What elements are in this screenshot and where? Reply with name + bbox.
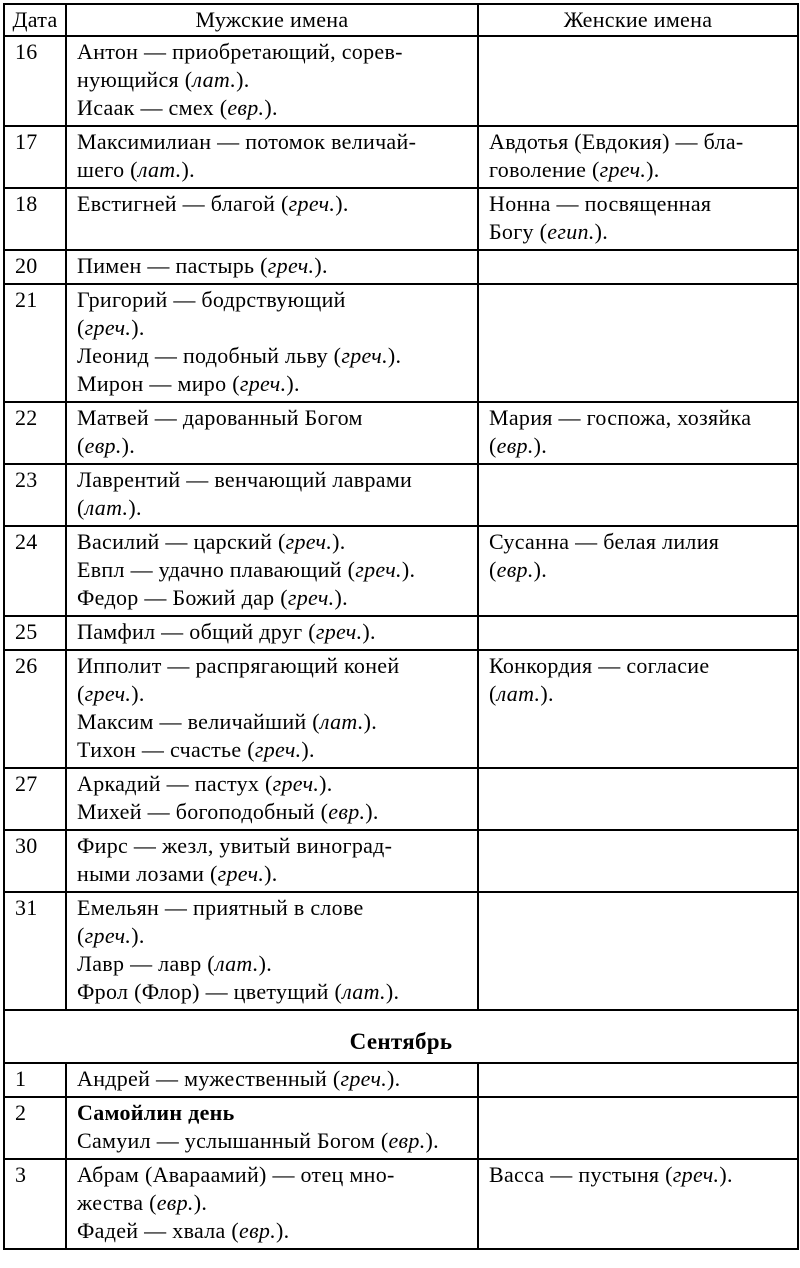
date-cell: 24 — [4, 526, 66, 616]
name-day-row — [4, 126, 798, 188]
male-names-cell: Антон — приобретающий, сорев- нующийся (лат.). Исаак — смех (евр.). — [66, 36, 478, 126]
male-names-cell: Аркадий — пастух (греч.). Михей — богоподобный (евр.). — [66, 768, 478, 830]
date-cell: 17 — [4, 126, 66, 188]
female-names-cell — [478, 616, 798, 650]
male-names-cell: Емельян — приятный в слове (греч.). Лавр — лавр (лат.). Фрол (Флор) — цветущий (лат.). — [66, 892, 478, 1010]
date-cell: 18 — [4, 188, 66, 250]
male-names-cell: Евстигней — благой (греч.). — [66, 188, 478, 250]
female-names-cell: Сусанна — белая лилия (евр.). — [478, 526, 798, 616]
male-names-cell: Фирс — жезл, увитый виноград- ными лозами (греч.). — [66, 830, 478, 892]
month-section-title: Сентябрь — [4, 1010, 798, 1063]
female-names-cell — [478, 830, 798, 892]
name-day-row — [4, 830, 798, 892]
date-cell: 1 — [4, 1063, 66, 1097]
name-day-row — [4, 36, 798, 126]
date-cell: 21 — [4, 284, 66, 402]
male-names-cell: Памфил — общий друг (греч.). — [66, 616, 478, 650]
column-header-female-names: Женские имена — [478, 4, 798, 36]
female-names-cell — [478, 250, 798, 284]
female-names-cell — [478, 1097, 798, 1159]
name-day-row — [4, 526, 798, 616]
date-cell: 20 — [4, 250, 66, 284]
name-day-row — [4, 1063, 798, 1097]
name-day-row — [4, 1097, 798, 1159]
table-header-row — [4, 4, 798, 36]
female-names-cell — [478, 892, 798, 1010]
date-cell: 31 — [4, 892, 66, 1010]
column-header-male-names: Мужские имена — [66, 4, 478, 36]
name-day-row — [4, 402, 798, 464]
date-cell: 16 — [4, 36, 66, 126]
date-cell: 2 — [4, 1097, 66, 1159]
female-names-cell: Авдотья (Евдокия) — бла- говоление (греч.). — [478, 126, 798, 188]
date-cell: 22 — [4, 402, 66, 464]
male-names-cell: Ипполит — распрягающий коней (греч.). Максим — величайший (лат.). Тихон — счастье (греч.). — [66, 650, 478, 768]
name-day-row — [4, 768, 798, 830]
male-names-cell: Василий — царский (греч.). Евпл — удачно плавающий (греч.). Федор — Божий дар (греч.). — [66, 526, 478, 616]
male-names-cell: Андрей — мужественный (греч.). — [66, 1063, 478, 1097]
month-section-row — [4, 1010, 798, 1063]
name-day-row — [4, 188, 798, 250]
name-day-row — [4, 1159, 798, 1249]
name-day-row — [4, 892, 798, 1010]
male-names-cell: Григорий — бодрствующий (греч.). Леонид — подобный льву (греч.). Мирон — миро (греч.). — [66, 284, 478, 402]
male-names-cell: Самойлин день Самуил — услышанный Богом (евр.). — [66, 1097, 478, 1159]
female-names-cell — [478, 36, 798, 126]
name-day-row — [4, 616, 798, 650]
male-names-cell: Максимилиан — потомок величай- шего (лат.). — [66, 126, 478, 188]
date-cell: 3 — [4, 1159, 66, 1249]
female-names-cell: Васса — пустыня (греч.). — [478, 1159, 798, 1249]
male-names-cell: Лаврентий — венчающий лаврами (лат.). — [66, 464, 478, 526]
name-day-row — [4, 464, 798, 526]
female-names-cell — [478, 1063, 798, 1097]
name-day-row — [4, 284, 798, 402]
column-header-date: Дата — [4, 4, 66, 36]
name-days-table — [3, 3, 799, 1250]
date-cell: 27 — [4, 768, 66, 830]
date-cell: 25 — [4, 616, 66, 650]
female-names-cell: Конкордия — согласие (лат.). — [478, 650, 798, 768]
date-cell: 23 — [4, 464, 66, 526]
name-day-row — [4, 250, 798, 284]
female-names-cell — [478, 284, 798, 402]
date-cell: 30 — [4, 830, 66, 892]
female-names-cell: Мария — госпожа, хозяйка (евр.). — [478, 402, 798, 464]
date-cell: 26 — [4, 650, 66, 768]
table-body — [4, 36, 798, 1249]
female-names-cell: Нонна — посвященная Богу (егип.). — [478, 188, 798, 250]
male-names-cell: Матвей — дарованный Богом (евр.). — [66, 402, 478, 464]
female-names-cell — [478, 464, 798, 526]
male-names-cell: Абрам (Авараамий) — отец мно- жества (евр.). Фадей — хвала (евр.). — [66, 1159, 478, 1249]
female-names-cell — [478, 768, 798, 830]
male-names-cell: Пимен — пастырь (греч.). — [66, 250, 478, 284]
name-day-row — [4, 650, 798, 768]
